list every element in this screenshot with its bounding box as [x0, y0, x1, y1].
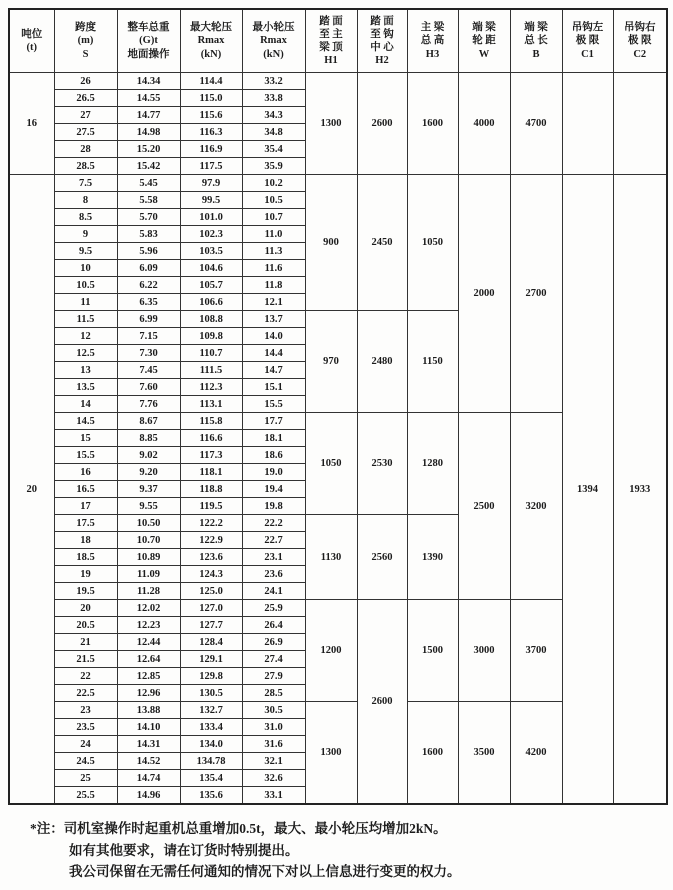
total-weight-cell: 7.15 — [117, 328, 180, 345]
span-cell: 25 — [54, 770, 117, 787]
c1-cell: 1394 — [562, 175, 613, 805]
h2-cell: 2560 — [357, 515, 407, 600]
min-wheel-load-cell: 11.0 — [242, 226, 305, 243]
total-weight-cell: 7.45 — [117, 362, 180, 379]
min-wheel-load-cell: 22.7 — [242, 532, 305, 549]
max-wheel-load-cell: 111.5 — [180, 362, 242, 379]
min-wheel-load-cell: 22.2 — [242, 515, 305, 532]
total-weight-cell: 10.50 — [117, 515, 180, 532]
span-cell: 10.5 — [54, 277, 117, 294]
max-wheel-load-cell: 105.7 — [180, 277, 242, 294]
column-header-h3: 主 梁 总 高 H3 — [407, 9, 458, 73]
max-wheel-load-cell: 118.8 — [180, 481, 242, 498]
total-weight-cell: 6.99 — [117, 311, 180, 328]
max-wheel-load-cell: 133.4 — [180, 719, 242, 736]
total-weight-cell: 11.09 — [117, 566, 180, 583]
total-weight-cell: 5.58 — [117, 192, 180, 209]
span-cell: 18 — [54, 532, 117, 549]
h2-cell: 2530 — [357, 413, 407, 515]
h2-cell: 2450 — [357, 175, 407, 311]
max-wheel-load-cell: 125.0 — [180, 583, 242, 600]
span-cell: 15.5 — [54, 447, 117, 464]
max-wheel-load-cell: 118.1 — [180, 464, 242, 481]
h2-cell: 2600 — [357, 73, 407, 175]
total-weight-cell: 7.30 — [117, 345, 180, 362]
h3-cell: 1050 — [407, 175, 458, 311]
h3-cell: 1600 — [407, 702, 458, 805]
total-weight-cell: 9.55 — [117, 498, 180, 515]
total-weight-cell: 8.67 — [117, 413, 180, 430]
min-wheel-load-cell: 33.1 — [242, 787, 305, 805]
min-wheel-load-cell: 14.0 — [242, 328, 305, 345]
span-cell: 13 — [54, 362, 117, 379]
max-wheel-load-cell: 103.5 — [180, 243, 242, 260]
span-cell: 21 — [54, 634, 117, 651]
min-wheel-load-cell: 15.5 — [242, 396, 305, 413]
total-weight-cell: 12.96 — [117, 685, 180, 702]
span-cell: 25.5 — [54, 787, 117, 805]
b-cell: 3700 — [510, 600, 562, 702]
min-wheel-load-cell: 18.1 — [242, 430, 305, 447]
span-cell: 10 — [54, 260, 117, 277]
max-wheel-load-cell: 129.1 — [180, 651, 242, 668]
max-wheel-load-cell: 106.6 — [180, 294, 242, 311]
header-row — [9, 9, 667, 73]
total-weight-cell: 13.88 — [117, 702, 180, 719]
max-wheel-load-cell: 104.6 — [180, 260, 242, 277]
min-wheel-load-cell: 27.4 — [242, 651, 305, 668]
min-wheel-load-cell: 34.8 — [242, 124, 305, 141]
total-weight-cell: 6.22 — [117, 277, 180, 294]
spec-table-header — [9, 9, 667, 73]
span-cell: 16 — [54, 464, 117, 481]
h3-cell: 1500 — [407, 600, 458, 702]
span-cell: 7.5 — [54, 175, 117, 192]
span-cell: 21.5 — [54, 651, 117, 668]
table-row — [9, 73, 667, 90]
h1-cell: 970 — [305, 311, 357, 413]
h1-cell: 1050 — [305, 413, 357, 515]
span-cell: 17.5 — [54, 515, 117, 532]
column-header-h1: 踏 面 至 主 梁 顶 H1 — [305, 9, 357, 73]
min-wheel-load-cell: 24.1 — [242, 583, 305, 600]
total-weight-cell: 6.35 — [117, 294, 180, 311]
total-weight-cell: 15.42 — [117, 158, 180, 175]
min-wheel-load-cell: 35.9 — [242, 158, 305, 175]
column-header-c2: 吊钩右 极 限 C2 — [613, 9, 667, 73]
min-wheel-load-cell: 33.2 — [242, 73, 305, 90]
column-header-min_wheel_load: 最小轮压 Rmax (kN) — [242, 9, 305, 73]
max-wheel-load-cell: 123.6 — [180, 549, 242, 566]
span-cell: 23 — [54, 702, 117, 719]
max-wheel-load-cell: 134.78 — [180, 753, 242, 770]
max-wheel-load-cell: 122.9 — [180, 532, 242, 549]
max-wheel-load-cell: 115.0 — [180, 90, 242, 107]
h1-cell: 900 — [305, 175, 357, 311]
column-header-tonnage: 吨位 (t) — [9, 9, 54, 73]
h2-cell: 2480 — [357, 311, 407, 413]
min-wheel-load-cell: 19.8 — [242, 498, 305, 515]
min-wheel-load-cell: 11.3 — [242, 243, 305, 260]
total-weight-cell: 14.98 — [117, 124, 180, 141]
b-cell: 4200 — [510, 702, 562, 805]
h1-cell: 1130 — [305, 515, 357, 600]
span-cell: 18.5 — [54, 549, 117, 566]
min-wheel-load-cell: 12.1 — [242, 294, 305, 311]
max-wheel-load-cell: 129.8 — [180, 668, 242, 685]
total-weight-cell: 12.44 — [117, 634, 180, 651]
min-wheel-load-cell: 23.6 — [242, 566, 305, 583]
min-wheel-load-cell: 10.7 — [242, 209, 305, 226]
min-wheel-load-cell: 25.9 — [242, 600, 305, 617]
min-wheel-load-cell: 28.5 — [242, 685, 305, 702]
span-cell: 19.5 — [54, 583, 117, 600]
span-cell: 20.5 — [54, 617, 117, 634]
min-wheel-load-cell: 15.1 — [242, 379, 305, 396]
total-weight-cell: 15.20 — [117, 141, 180, 158]
total-weight-cell: 14.77 — [117, 107, 180, 124]
span-cell: 26.5 — [54, 90, 117, 107]
max-wheel-load-cell: 108.8 — [180, 311, 242, 328]
span-cell: 24 — [54, 736, 117, 753]
note-line-3: 我公司保留在无需任何通知的情况下对以上信息进行变更的权力。 — [69, 864, 461, 880]
w-cell: 3000 — [458, 600, 510, 702]
min-wheel-load-cell: 35.4 — [242, 141, 305, 158]
span-cell: 9.5 — [54, 243, 117, 260]
min-wheel-load-cell: 30.5 — [242, 702, 305, 719]
min-wheel-load-cell: 10.2 — [242, 175, 305, 192]
w-cell: 4000 — [458, 73, 510, 175]
max-wheel-load-cell: 97.9 — [180, 175, 242, 192]
span-cell: 28 — [54, 141, 117, 158]
tonnage-cell: 20 — [9, 175, 54, 805]
max-wheel-load-cell: 109.8 — [180, 328, 242, 345]
total-weight-cell: 9.02 — [117, 447, 180, 464]
total-weight-cell: 11.28 — [117, 583, 180, 600]
min-wheel-load-cell: 33.8 — [242, 90, 305, 107]
total-weight-cell: 12.64 — [117, 651, 180, 668]
min-wheel-load-cell: 32.6 — [242, 770, 305, 787]
table-row — [9, 175, 667, 192]
min-wheel-load-cell: 17.7 — [242, 413, 305, 430]
max-wheel-load-cell: 122.2 — [180, 515, 242, 532]
min-wheel-load-cell: 18.6 — [242, 447, 305, 464]
note-line-2: 如有其他要求，请在订货时特别提出。 — [69, 842, 299, 858]
total-weight-cell: 8.85 — [117, 430, 180, 447]
h1-cell: 1300 — [305, 702, 357, 805]
span-cell: 19 — [54, 566, 117, 583]
column-header-b: 端 梁 总 长 B — [510, 9, 562, 73]
min-wheel-load-cell: 26.9 — [242, 634, 305, 651]
total-weight-cell: 10.89 — [117, 549, 180, 566]
total-weight-cell: 10.70 — [117, 532, 180, 549]
max-wheel-load-cell: 117.5 — [180, 158, 242, 175]
h3-cell: 1600 — [407, 73, 458, 175]
w-cell: 2500 — [458, 413, 510, 600]
max-wheel-load-cell: 115.8 — [180, 413, 242, 430]
span-cell: 11.5 — [54, 311, 117, 328]
span-cell: 27 — [54, 107, 117, 124]
c2-cell — [613, 73, 667, 175]
h3-cell: 1390 — [407, 515, 458, 600]
min-wheel-load-cell: 14.4 — [242, 345, 305, 362]
total-weight-cell: 12.02 — [117, 600, 180, 617]
span-cell: 14 — [54, 396, 117, 413]
max-wheel-load-cell: 99.5 — [180, 192, 242, 209]
span-cell: 23.5 — [54, 719, 117, 736]
min-wheel-load-cell: 23.1 — [242, 549, 305, 566]
max-wheel-load-cell: 117.3 — [180, 447, 242, 464]
span-cell: 15 — [54, 430, 117, 447]
column-header-w: 端 梁 轮 距 W — [458, 9, 510, 73]
b-cell: 3200 — [510, 413, 562, 600]
total-weight-cell: 14.74 — [117, 770, 180, 787]
total-weight-cell: 12.23 — [117, 617, 180, 634]
b-cell: 2700 — [510, 175, 562, 413]
spec-table-body — [9, 73, 667, 805]
h1-cell: 1200 — [305, 600, 357, 702]
min-wheel-load-cell: 31.0 — [242, 719, 305, 736]
total-weight-cell: 9.37 — [117, 481, 180, 498]
min-wheel-load-cell: 11.6 — [242, 260, 305, 277]
max-wheel-load-cell: 116.3 — [180, 124, 242, 141]
span-cell: 17 — [54, 498, 117, 515]
span-cell: 14.5 — [54, 413, 117, 430]
max-wheel-load-cell: 119.5 — [180, 498, 242, 515]
total-weight-cell: 6.09 — [117, 260, 180, 277]
h3-cell: 1280 — [407, 413, 458, 515]
total-weight-cell: 14.31 — [117, 736, 180, 753]
max-wheel-load-cell: 128.4 — [180, 634, 242, 651]
crane-spec-table — [8, 8, 668, 805]
min-wheel-load-cell: 34.3 — [242, 107, 305, 124]
column-header-total_weight: 整车总重 (G)t 地面操作 — [117, 9, 180, 73]
max-wheel-load-cell: 116.6 — [180, 430, 242, 447]
total-weight-cell: 14.34 — [117, 73, 180, 90]
min-wheel-load-cell: 26.4 — [242, 617, 305, 634]
min-wheel-load-cell: 32.1 — [242, 753, 305, 770]
h1-cell: 1300 — [305, 73, 357, 175]
max-wheel-load-cell: 135.4 — [180, 770, 242, 787]
min-wheel-load-cell: 31.6 — [242, 736, 305, 753]
total-weight-cell: 12.85 — [117, 668, 180, 685]
span-cell: 13.5 — [54, 379, 117, 396]
min-wheel-load-cell: 10.5 — [242, 192, 305, 209]
max-wheel-load-cell: 134.0 — [180, 736, 242, 753]
c1-cell — [562, 73, 613, 175]
min-wheel-load-cell: 13.7 — [242, 311, 305, 328]
max-wheel-load-cell: 127.7 — [180, 617, 242, 634]
max-wheel-load-cell: 135.6 — [180, 787, 242, 805]
max-wheel-load-cell: 127.0 — [180, 600, 242, 617]
span-cell: 9 — [54, 226, 117, 243]
span-cell: 27.5 — [54, 124, 117, 141]
span-cell: 22.5 — [54, 685, 117, 702]
total-weight-cell: 5.70 — [117, 209, 180, 226]
total-weight-cell: 5.45 — [117, 175, 180, 192]
h2-cell: 2600 — [357, 600, 407, 805]
min-wheel-load-cell: 19.0 — [242, 464, 305, 481]
total-weight-cell: 5.96 — [117, 243, 180, 260]
max-wheel-load-cell: 112.3 — [180, 379, 242, 396]
total-weight-cell: 14.96 — [117, 787, 180, 805]
max-wheel-load-cell: 102.3 — [180, 226, 242, 243]
span-cell: 22 — [54, 668, 117, 685]
c2-cell: 1933 — [613, 175, 667, 805]
min-wheel-load-cell: 27.9 — [242, 668, 305, 685]
footnotes — [30, 818, 650, 883]
column-header-c1: 吊钩左 极 限 C1 — [562, 9, 613, 73]
span-cell: 12 — [54, 328, 117, 345]
max-wheel-load-cell: 130.5 — [180, 685, 242, 702]
max-wheel-load-cell: 101.0 — [180, 209, 242, 226]
span-cell: 8 — [54, 192, 117, 209]
span-cell: 20 — [54, 600, 117, 617]
total-weight-cell: 14.10 — [117, 719, 180, 736]
span-cell: 12.5 — [54, 345, 117, 362]
max-wheel-load-cell: 116.9 — [180, 141, 242, 158]
total-weight-cell: 14.52 — [117, 753, 180, 770]
column-header-max_wheel_load: 最大轮压 Rmax (kN) — [180, 9, 242, 73]
w-cell: 3500 — [458, 702, 510, 805]
span-cell: 16.5 — [54, 481, 117, 498]
min-wheel-load-cell: 19.4 — [242, 481, 305, 498]
h3-cell: 1150 — [407, 311, 458, 413]
note-line-1: *注：司机室操作时起重机总重增加0.5t，最大、最小轮压均增加2kN。 — [30, 821, 447, 836]
total-weight-cell: 7.76 — [117, 396, 180, 413]
max-wheel-load-cell: 124.3 — [180, 566, 242, 583]
max-wheel-load-cell: 114.4 — [180, 73, 242, 90]
max-wheel-load-cell: 113.1 — [180, 396, 242, 413]
max-wheel-load-cell: 110.7 — [180, 345, 242, 362]
span-cell: 24.5 — [54, 753, 117, 770]
b-cell: 4700 — [510, 73, 562, 175]
span-cell: 28.5 — [54, 158, 117, 175]
total-weight-cell: 7.60 — [117, 379, 180, 396]
total-weight-cell: 14.55 — [117, 90, 180, 107]
column-header-span: 跨度 (m) S — [54, 9, 117, 73]
tonnage-cell: 16 — [9, 73, 54, 175]
w-cell: 2000 — [458, 175, 510, 413]
span-cell: 26 — [54, 73, 117, 90]
total-weight-cell: 5.83 — [117, 226, 180, 243]
max-wheel-load-cell: 132.7 — [180, 702, 242, 719]
min-wheel-load-cell: 11.8 — [242, 277, 305, 294]
span-cell: 11 — [54, 294, 117, 311]
span-cell: 8.5 — [54, 209, 117, 226]
max-wheel-load-cell: 115.6 — [180, 107, 242, 124]
total-weight-cell: 9.20 — [117, 464, 180, 481]
column-header-h2: 踏 面 至 钩 中 心 H2 — [357, 9, 407, 73]
min-wheel-load-cell: 14.7 — [242, 362, 305, 379]
